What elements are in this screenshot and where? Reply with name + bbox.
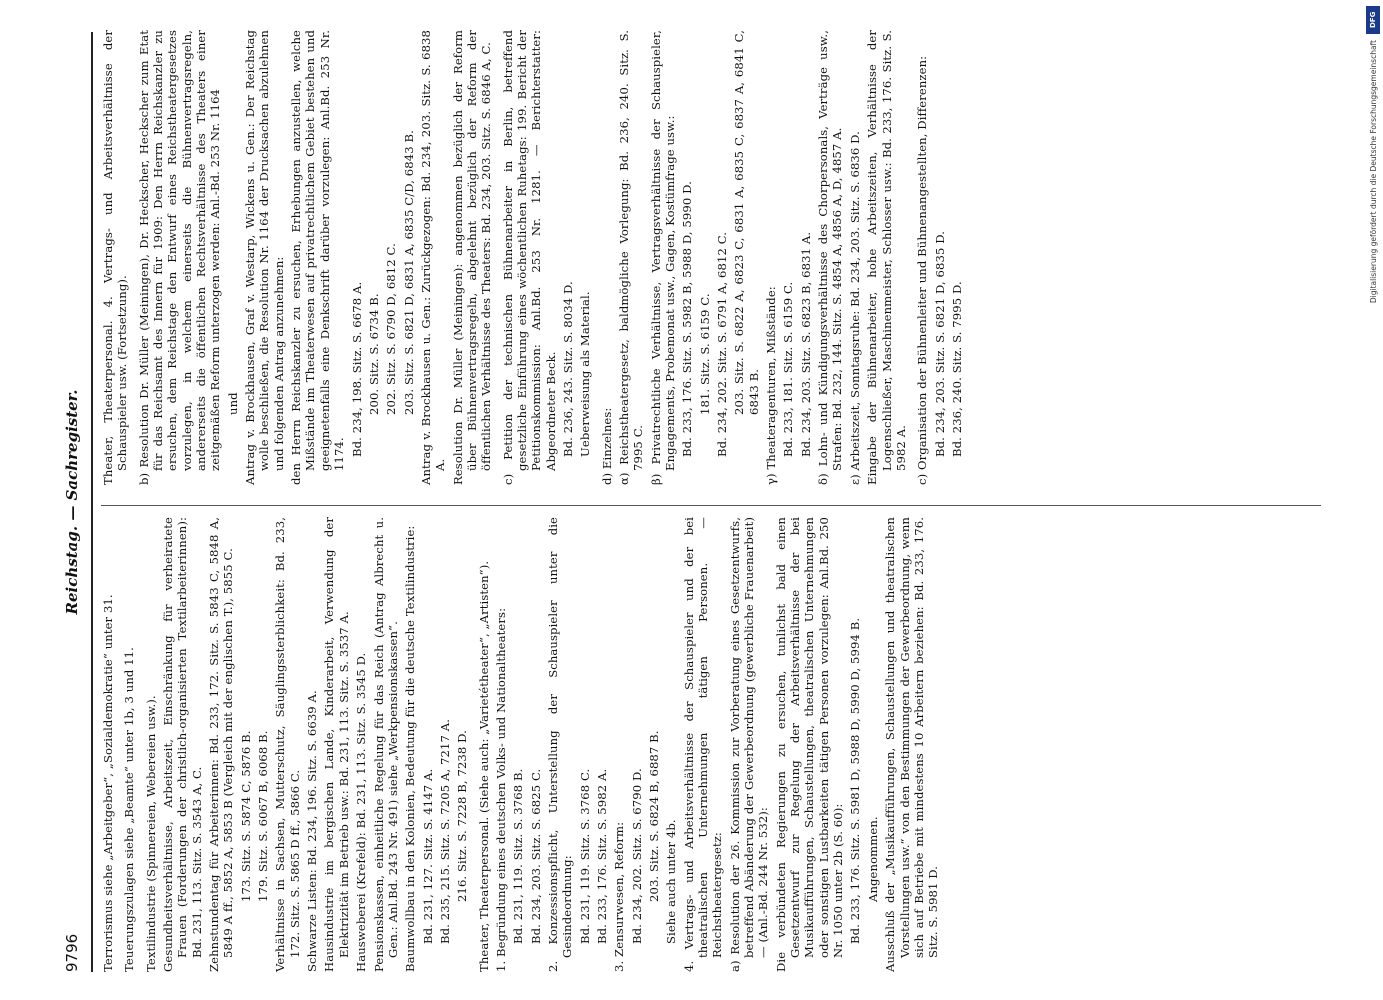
index-entry: 179. Sitz. S. 6067 B, 6068 B.	[256, 730, 271, 902]
index-entry: 1. Begründung eines deutschen Volks- und Nationaltheaters:	[493, 607, 508, 972]
index-entry: 203. Sitz. S. 6821 D, 6831 A, 6835 C/D, 6843 B.	[401, 130, 416, 415]
index-entry: Theater, Theaterpersonal. 4. Vertrags- und Arbeitsverhältnisse der Schauspieler usw. (Fortsetzung).	[101, 30, 130, 485]
index-entry: Bd. 234, 202. Sitz. S. 6790 D.	[629, 768, 644, 944]
index-entry: Bd. 234, 198. Sitz. S. 6678 A.	[349, 281, 364, 457]
index-entry: Schwarze Listen: Bd. 234, 196. Sitz. S. 6639 A.	[305, 690, 320, 972]
page-title: Reichstag. — Sachregister.	[63, 389, 81, 615]
index-entry: Bd. 231, 119. Sitz. S. 3768 C.	[577, 768, 592, 944]
index-entry: Bd. 234, 203. Sitz. S. 6825 C.	[528, 768, 543, 944]
index-entry: Verhältnisse in Sachsen, Mutterschutz, Säuglingssterblichkeit: Bd. 233, 172. Sitz. S. 5865 D ff., 5866 C.	[273, 517, 302, 972]
index-entry: 4. Vertrags- und Arbeitsverhältnisse der Schauspieler und der bei theatralischen Unternehmungen tätigen Personen. — Reichstheatergesetz:	[681, 517, 725, 972]
header-rule	[91, 32, 93, 972]
index-entry: 2. Konzessionspflicht, Unterstellung der Schauspieler unter die Gesindeordnung:	[545, 517, 575, 972]
index-entry: Bd. 233, 176. Sitz. S. 5982 B, 5988 D, 5990 D.	[680, 181, 695, 457]
index-entry: Die verbündeten Regierungen zu ersuchen, tunlichst bald einen Gesetzentwurf zur Regelung der Arbeitsverhältnisse der bei Musikaufführungen, Schaustellungen, theatralischen Unternehmungen oder sonstigen Lustbarkeiten tätigen Personen vorzulegen: Anl.Bd. 250 Nr. 1050 unter 2b (S. 60):	[773, 517, 846, 972]
index-entry: Gesundheitsverhältnisse, Arbeitszeit, Einschränkung für verheiratete Frauen (Forderungen der christlich-organisierten Textilarbeiterinnen): Bd. 231, 113. Sitz. S. 3543 A, C.	[161, 517, 204, 972]
index-entry: 181. Sitz. S. 6159 C.	[697, 293, 712, 415]
index-entry: Pensionskassen, einheitliche Regelung für das Reich (Antrag Albrecht u. Gen.: Anl.Bd. 243 Nr. 491) siehe „Werkpensionskassen“.	[371, 517, 400, 972]
index-entry: Hausweberei (Krefeld): Bd. 231, 113. Sitz. S. 3545 D.	[354, 652, 369, 972]
index-entry: 216. Sitz. S. 7228 B, 7238 D.	[455, 730, 470, 902]
index-entry: Zehnstundentag für Arbeiterinnen: Bd. 233, 172. Sitz. S. 5843 C, 5848 A, 5849 A ff., 5852 A, 5853 B (Vergleich mit der englischen T.), 5855 C.	[207, 517, 236, 972]
index-entry: Theater, Theaterpersonal. (Siehe auch: „Varietétheater“, „Artisten“).	[476, 560, 491, 972]
index-entry: Bd. 236, 243. Sitz. S. 8034 D.	[560, 281, 575, 457]
index-entry: Bd. 236, 240. Sitz. S. 7995 D.	[949, 281, 964, 457]
index-entry: Bd. 233, 176. Sitz. S. 5982 A.	[594, 768, 609, 944]
index-entry: 173. Sitz. S. 5874 C, 5876 B.	[238, 730, 253, 902]
index-entry: Terrorismus siehe „Arbeitgeber“, „Sozialdemokratie“ unter 31.	[101, 594, 115, 972]
index-entry: a) Resolution der 26. Kommission zur Vorberatung eines Gesetzentwurfs, betreffend Abänderung der Gewerbeordnung (gewerbliche Frauenarbeit) — (Anl.-Bd. 244 Nr. 532):	[727, 517, 771, 972]
index-entry: 202. Sitz. S. 6790 D, 6812 C.	[384, 243, 399, 415]
page-header	[63, 32, 87, 972]
rotated-page	[41, 0, 1341, 1000]
index-entry: und	[225, 392, 240, 415]
index-entry: Bd. 234, 202. Sitz. S. 6791 A, 6812 C.	[715, 231, 730, 457]
index-entry: 200. Sitz. S. 6734 B.	[366, 293, 381, 415]
index-entry: 3. Zensurwesen, Reform:	[612, 821, 627, 972]
index-entry: Baumwollbau in den Kolonien, Bedeutung für die deutsche Textilindustrie:	[403, 525, 418, 972]
index-entry: Bd. 235, 215. Sitz. S. 7205 A, 7217 A.	[437, 719, 452, 944]
dfg-logo: DFG	[1366, 6, 1380, 34]
index-entry: Eingabe der Bühnenarbeiter, hohe Arbeitszeiten, Verhältnisse der Logenschließer, Maschinenmeister, Schlosser usw.: Bd. 233, 176. Sitz. S. 5982 A.	[865, 30, 908, 485]
index-entry: 203. Sitz. S. 6824 B, 6887 B.	[647, 730, 661, 902]
right-column	[101, 30, 967, 485]
index-entry: Ueberweisung als Material.	[578, 291, 593, 457]
digitization-sidebar	[1366, 0, 1381, 1000]
index-entry: Textilindustrie (Spinnereien, Webereien usw.).	[143, 695, 158, 972]
index-entry: Bd. 233, 176. Sitz. S. 5981 D, 5988 D, 5990 D, 5994 B.	[848, 617, 863, 944]
index-entry: Bd. 233, 181. Sitz. S. 6159 C.	[781, 281, 796, 457]
index-entry: ε) Arbeitszeit, Sonntagsruhe: Bd. 234, 203. Sitz. S. 6836 D.	[847, 131, 862, 485]
index-entry: α) Reichstheatergesetz, baldmögliche Vorlegung: Bd. 236, 240. Sitz. S. 7995 C.	[617, 30, 646, 485]
index-entry: β) Privatrechtliche Verhältnisse, Vertragsverhältnisse der Schauspieler, Engagements, Probemonat usw., Gagen, Kostümfrage usw.:	[648, 30, 678, 485]
index-entry: Resolution Dr. Müller (Meiningen): angenommen bezüglich der Reform über Bühnenvertragsregeln, abgelehnt bezüglich der Reform der öffentlichen Verhältnisse des Theaters: Bd. 234, 203. Sitz. S. 6846 A, C.	[450, 30, 494, 485]
index-entry: Bd. 234, 203. Sitz. S. 6821 D, 6835 D.	[932, 231, 947, 457]
index-entry: c) Petition der technischen Bühnenarbeiter in Berlin, betreffend gesetzliche Einführung eines wöchentlichen Ruhetags: 199. Bericht der Petitionskommission: Anl.Bd. 253 Nr. 1281. — Berichterstatter: Abgeordneter Beck.	[500, 30, 558, 485]
index-entry: δ) Lohn- und Kündigungsverhältnisse des Chorpersonals, Verträge usw., Strafen: Bd. 232, 144. Sitz. S. 4854 A, 4856 A, D, 4857 A.	[816, 30, 845, 485]
index-entry: Bd. 234, 203. Sitz. S. 6823 B, 6831 A.	[798, 231, 813, 457]
index-entry: d) Einzelnes:	[599, 407, 614, 485]
left-column	[101, 517, 944, 972]
column-divider	[101, 505, 1321, 506]
index-entry: Angenommen.	[865, 816, 880, 902]
index-entry: Hausindustrie im bergischen Lande, Kinderarbeit, Verwendung der Elektrizität im Betrieb usw.: Bd. 231, 113. Sitz. S. 3537 A.	[322, 517, 351, 972]
index-entry: b) Resolution Dr. Müller (Meiningen), Dr. Heckscher, Heckscher zum Etat für das Reichsamt des Innern für 1909: Den Herrn Reichskanzler zu ersuchen, dem Reichstage den Entwurf eines Reichstheatergesetzes vorzulegen, in welchem einerseits die Bühnenvertragsregeln, andererseits die öffentlichen Rechtsverhältnisse des Theaters einer zeitgemäßen Reform unterzogen werden: Anl.-Bd. 253 Nr. 1164	[136, 30, 223, 485]
index-entry: 203. Sitz. S. 6822 A, 6823 C, 6831 A, 6835 C, 6837 A, 6841 C, 6843 B.	[732, 30, 761, 415]
page-number: 9796	[63, 933, 81, 972]
index-entry: γ) Theateragenturen, Mißstände:	[764, 286, 779, 485]
index-entry: Antrag v. Brockhausen u. Gen.: Zurückgezogen: Bd. 234, 203. Sitz. S. 6838 A.	[418, 30, 448, 485]
index-entry: Antrag v. Brockhausen, Graf v. Westarp, Wickens u. Gen.: Der Reichstag wolle beschließen, die Resolution Nr. 1164 der Drucksachen abzulehnen und folgenden Antrag anzunehmen:	[243, 30, 286, 485]
index-entry: Teuerungszulagen siehe „Beamte“ unter 1b, 3 und 11.	[122, 647, 137, 972]
index-entry: Siehe auch unter 4b.	[664, 819, 679, 944]
index-entry: c) Organisation der Bühnenleiter und Bühnenangestellten, Differenzen:	[915, 55, 930, 485]
digitization-note: Digitalisierung gefördert durch die Deutsche Forschungsgemeinschaft	[1369, 40, 1378, 304]
index-entry: den Herrn Reichskanzler zu ersuchen, Erhebungen anzustellen, welche Mißstände im Theaterwesen auf privatrechtlichem Gebiet bestehen und geeignetenfalls eine Denkschrift darüber vorzulegen: Anl.Bd. 253 Nr. 1174.	[289, 30, 347, 485]
index-entry: Bd. 231, 127. Sitz. S. 4147 A.	[420, 768, 435, 944]
index-entry: Bd. 231, 119. Sitz. S. 3768 B.	[511, 768, 526, 944]
index-entry: Ausschluß der „Musikaufführungen, Schaustellungen und theatralischen Vorstellungen usw.“ von den Bestimmungen der Gewerbeordnung, wenn sich auf Betriebe mit mindestens 10 Arbeitern beziehen: Bd. 233, 176. Sitz. S. 5981 D.	[883, 517, 941, 972]
